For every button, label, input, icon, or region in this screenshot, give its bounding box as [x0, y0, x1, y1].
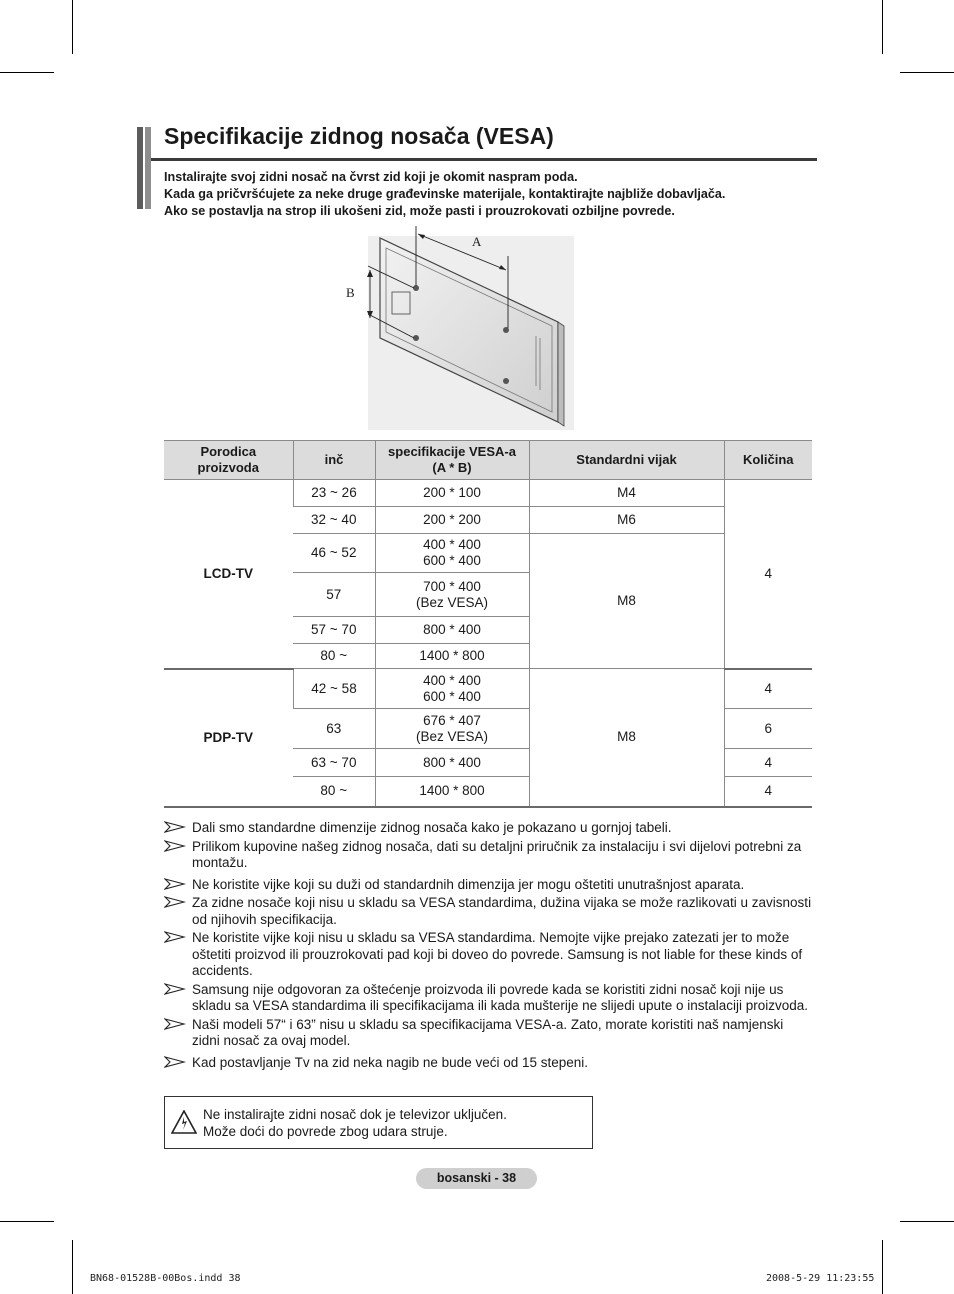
crop-mark — [882, 1240, 883, 1294]
inch-cell: 63 ~ 70 — [293, 749, 375, 777]
col-header-qty: Količina — [724, 441, 812, 480]
warning-box — [164, 1096, 593, 1149]
warning-triangle-icon — [171, 1110, 197, 1134]
page-title: Specifikacije zidnog nosača (VESA) — [164, 123, 554, 149]
footer-file-info: BN68-01528B-00Bos.indd 38 — [90, 1273, 241, 1284]
qty-cell-lcd: 4 — [724, 480, 812, 669]
crop-mark — [72, 0, 73, 54]
intro-line: Instalirajte svoj zidni nosač na čvrst zid koji je okomit naspram poda. — [164, 170, 578, 184]
warning-line: Može doći do povrede zbog udara struje. — [203, 1124, 448, 1139]
crop-mark — [72, 1240, 73, 1294]
inch-cell: 57 — [293, 573, 375, 617]
note-arrow-icon — [164, 1018, 186, 1030]
vesa-cell: 800 * 400 — [375, 749, 529, 777]
note-arrow-icon — [164, 821, 186, 833]
inch-cell: 42 ~ 58 — [293, 669, 375, 709]
note-item: Ne koristite vijke koji nisu u skladu sa VESA standardima. Nemojte vijke prejako zatezati jer to može oštetiti proizvod ili prouzrokovati pad koji bi doveo do povrede. Samsung is not liable for these kinds of accidents. — [164, 930, 814, 980]
tv-wall-mount-illustration — [340, 226, 580, 430]
crop-mark — [900, 1221, 954, 1222]
title-accent-bar — [137, 127, 143, 209]
intro-text — [164, 169, 725, 220]
warning-text — [203, 1106, 507, 1140]
qty-cell: 4 — [724, 777, 812, 807]
crop-mark — [0, 1221, 54, 1222]
vesa-cell: 1400 * 800 — [375, 777, 529, 807]
title-rule — [151, 158, 817, 161]
screw-cell: M4 — [529, 480, 724, 507]
note-item: Kad postavljanje Tv na zid neka nagib ne bude veći od 15 stepeni. — [164, 1055, 814, 1072]
intro-line: Kada ga pričvršćujete za neke druge građevinske materijale, kontaktirajte najbliže dobavljača. — [164, 187, 726, 201]
col-header-family: Porodica proizvoda — [164, 441, 293, 480]
table-row — [164, 669, 812, 709]
family-cell-lcd: LCD-TV — [164, 480, 293, 669]
vesa-cell: 400 * 400 600 * 400 — [375, 534, 529, 573]
note-item: Naši modeli 57“ i 63” nisu u skladu sa specifikacijama VESA-a. Zato, morate koristiti naš namjenski zidni nosač za ovaj model. — [164, 1017, 814, 1050]
dimension-label-b: B — [346, 285, 355, 300]
table-row — [164, 480, 812, 507]
inch-cell: 57 ~ 70 — [293, 617, 375, 644]
inch-cell: 46 ~ 52 — [293, 534, 375, 573]
note-item: Samsung nije odgovoran za oštećenje proizvoda ili povrede kada se koristiti zidni nosač koji nije us skladu sa VESA standardima ili specifikacijama ili kada mušterije ne slijedi upute o instalaciji proizvoda. — [164, 982, 814, 1015]
note-arrow-icon — [164, 1056, 186, 1068]
note-arrow-icon — [164, 840, 186, 852]
note-arrow-icon — [164, 878, 186, 890]
vesa-cell: 200 * 200 — [375, 507, 529, 534]
vesa-cell: 400 * 400 600 * 400 — [375, 669, 529, 709]
inch-cell: 80 ~ — [293, 777, 375, 807]
qty-cell: 6 — [724, 709, 812, 749]
intro-line: Ako se postavlja na strop ili ukošeni zid, može pasti i prouzrokovati ozbiljne povrede. — [164, 204, 675, 218]
note-item: Prilikom kupovine našeg zidnog nosača, dati su detaljni priručnik za instalaciju i svi dijelovi potrebni za montažu. — [164, 839, 814, 872]
dimension-label-a: A — [472, 234, 482, 249]
page-number-badge: bosanski - 38 — [416, 1168, 537, 1189]
crop-mark — [882, 0, 883, 54]
inch-cell: 80 ~ — [293, 644, 375, 669]
qty-cell: 4 — [724, 669, 812, 709]
notes-list — [164, 820, 814, 1073]
note-arrow-icon — [164, 896, 186, 908]
screw-cell: M8 — [529, 534, 724, 669]
vesa-cell: 700 * 400 (Bez VESA) — [375, 573, 529, 617]
vesa-spec-table — [164, 440, 812, 808]
col-header-vesa: specifikacije VESA-a (A * B) — [375, 441, 529, 480]
title-accent-bar — [145, 127, 151, 209]
col-header-screw: Standardni vijak — [529, 441, 724, 480]
note-arrow-icon — [164, 983, 186, 995]
inch-cell: 32 ~ 40 — [293, 507, 375, 534]
note-arrow-icon — [164, 931, 186, 943]
crop-mark — [0, 72, 54, 73]
inch-cell: 63 — [293, 709, 375, 749]
qty-cell: 4 — [724, 749, 812, 777]
vesa-cell: 676 * 407 (Bez VESA) — [375, 709, 529, 749]
vesa-cell: 200 * 100 — [375, 480, 529, 507]
inch-cell: 23 ~ 26 — [293, 480, 375, 507]
vesa-cell: 1400 * 800 — [375, 644, 529, 669]
col-header-inch: inč — [293, 441, 375, 480]
note-item: Ne koristite vijke koji su duži od standardnih dimenzija jer mogu oštetiti unutrašnjost aparata. — [164, 877, 814, 894]
vesa-cell: 800 * 400 — [375, 617, 529, 644]
warning-line: Ne instalirajte zidni nosač dok je televizor uključen. — [203, 1107, 507, 1122]
footer-datetime: 2008-5-29 11:23:55 — [766, 1273, 875, 1284]
screw-cell: M8 — [529, 669, 724, 807]
crop-mark — [900, 72, 954, 73]
note-item: Za zidne nosače koji nisu u skladu sa VESA standardima, dužina vijaka se može razlikovati u zavisnosti od njihovih specifikacija. — [164, 895, 814, 928]
table-header-row — [164, 441, 812, 480]
screw-cell: M6 — [529, 507, 724, 534]
family-cell-pdp: PDP-TV — [164, 669, 293, 807]
note-item: Dali smo standardne dimenzije zidnog nosača kako je pokazano u gornjoj tabeli. — [164, 820, 814, 837]
